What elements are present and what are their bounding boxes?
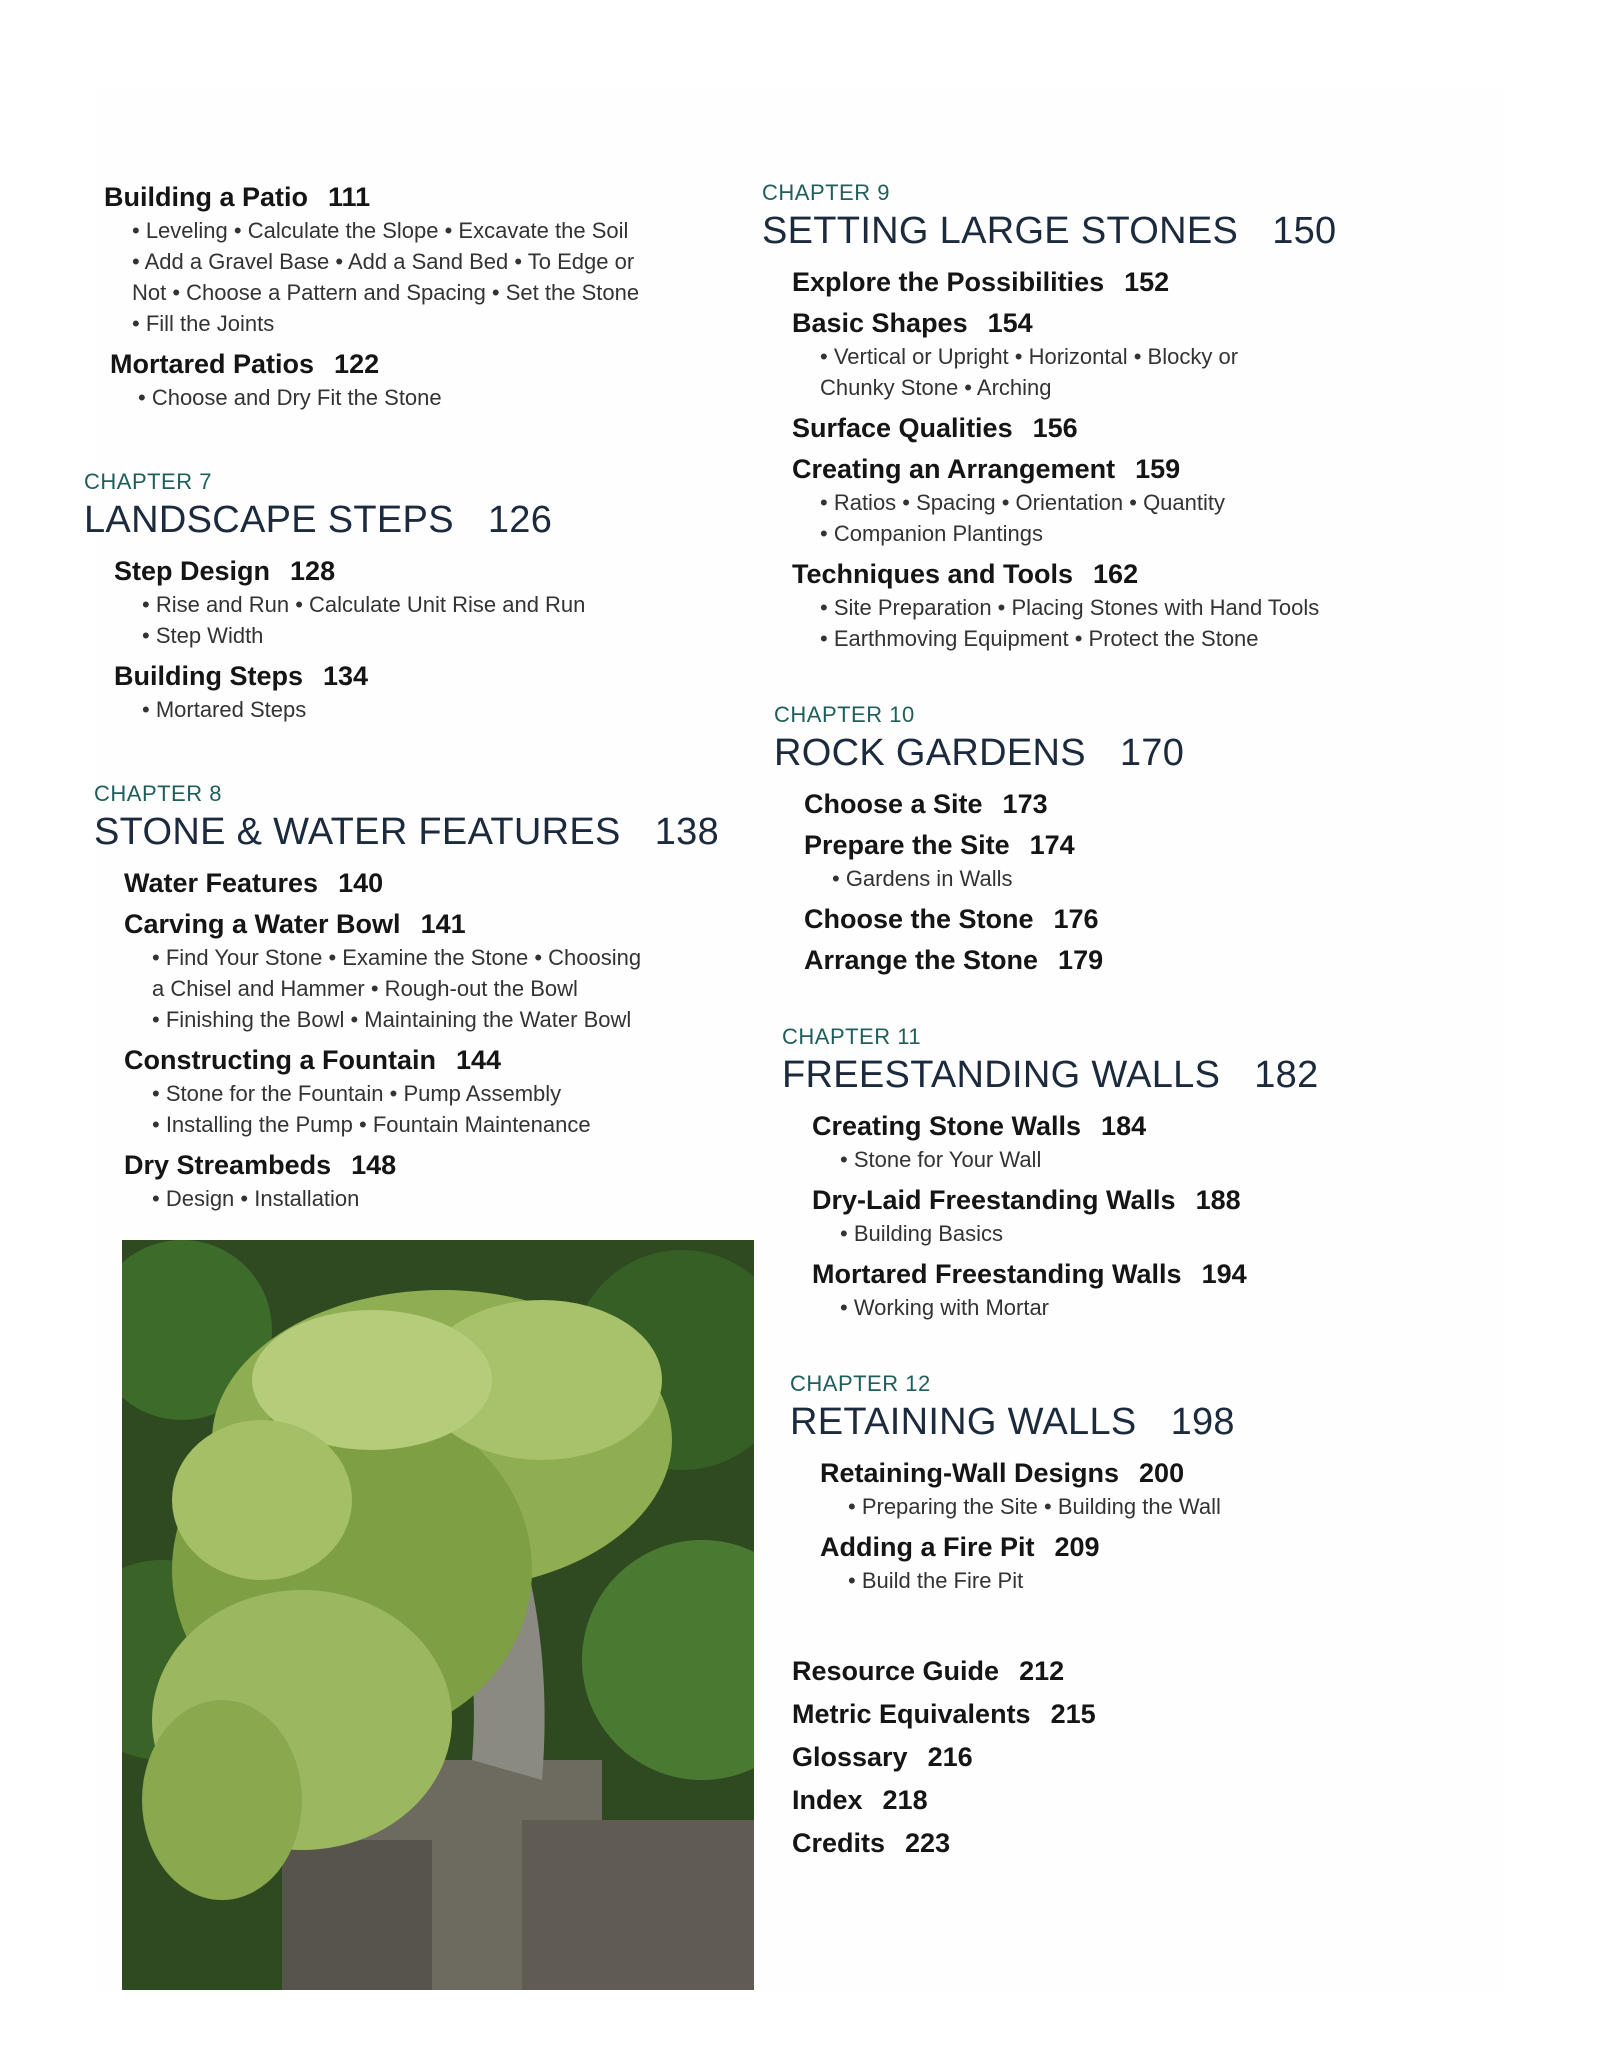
subtopic-line: • Choose and Dry Fit the Stone xyxy=(138,385,442,410)
entry-title: Dry-Laid Freestanding Walls xyxy=(812,1185,1176,1215)
subtopic-line: • Stone for Your Wall xyxy=(840,1147,1042,1172)
chapter-title-text: RETAINING WALLS xyxy=(790,1401,1137,1443)
subtopic-line: • Preparing the Site • Building the Wall xyxy=(848,1494,1221,1519)
entry-title: Carving a Water Bowl xyxy=(124,909,401,939)
entry-page: 209 xyxy=(1054,1532,1100,1562)
entry-page: 134 xyxy=(323,661,369,691)
toc-entry[interactable] xyxy=(114,661,744,725)
chapter-title-text: LANDSCAPE STEPS xyxy=(84,499,454,541)
entry-title: Choose a Site xyxy=(804,789,983,819)
chapter-title[interactable] xyxy=(94,811,744,854)
entry-title: Glossary xyxy=(792,1742,908,1772)
chapter-label: CHAPTER 7 xyxy=(84,469,212,494)
subtopic-line: • Companion Plantings xyxy=(820,521,1043,546)
toc-entry[interactable] xyxy=(812,1111,1502,1175)
entry-title: Creating an Arrangement xyxy=(792,454,1116,484)
subtopic-line: • Fill the Joints xyxy=(132,311,275,336)
subtopic-line: Not • Choose a Pattern and Spacing • Set the Stone xyxy=(132,280,640,305)
subtopic-line: • Add a Gravel Base • Add a Sand Bed • To Edge or xyxy=(132,249,635,274)
entry-title: Creating Stone Walls xyxy=(812,1111,1082,1141)
entry-page: 212 xyxy=(1019,1656,1065,1686)
entry-title: Dry Streambeds xyxy=(124,1150,332,1180)
entry-page: 156 xyxy=(1032,413,1078,443)
entry-subtopics xyxy=(820,592,1502,654)
toc-entry[interactable] xyxy=(804,830,1502,894)
chapter-page: 182 xyxy=(1254,1054,1319,1096)
back-matter-item[interactable] xyxy=(792,1785,1502,1816)
entry-subtopics xyxy=(152,1183,744,1214)
entry-title: Retaining-Wall Designs xyxy=(820,1458,1120,1488)
chapter-9 xyxy=(762,180,1502,654)
entry-page: 159 xyxy=(1135,454,1181,484)
toc-entry[interactable] xyxy=(792,267,1502,298)
chapter-8 xyxy=(94,781,744,1214)
entry-page: 162 xyxy=(1093,559,1139,589)
entry-page: 111 xyxy=(328,182,371,212)
entry-title: Explore the Possibilities xyxy=(792,267,1105,297)
entry-title: Constructing a Fountain xyxy=(124,1045,436,1075)
right-column xyxy=(762,180,1502,1871)
chapter-7 xyxy=(84,469,744,725)
entry-page: 122 xyxy=(334,349,380,379)
entry-page: 152 xyxy=(1124,267,1170,297)
chapter-page: 170 xyxy=(1119,732,1185,774)
toc-entry[interactable] xyxy=(792,454,1502,549)
toc-entry[interactable] xyxy=(124,1150,744,1214)
entry-subtopics xyxy=(840,1218,1502,1249)
entry-subtopics xyxy=(848,1565,1502,1596)
toc-entry[interactable] xyxy=(104,182,744,339)
toc-entry[interactable] xyxy=(124,1045,744,1140)
chapter-title[interactable] xyxy=(790,1401,1502,1444)
chapter-title-text: FREESTANDING WALLS xyxy=(782,1054,1221,1096)
subtopic-line: Chunky Stone • Arching xyxy=(820,375,1052,400)
entry-subtopics xyxy=(848,1491,1502,1522)
chapter-page: 126 xyxy=(487,499,553,541)
entry-title: Prepare the Site xyxy=(804,830,1010,860)
entry-subtopics xyxy=(132,215,744,339)
entry-title: Index xyxy=(792,1785,863,1815)
subtopic-line: • Building Basics xyxy=(840,1221,1004,1246)
entry-title: Mortared Patios xyxy=(110,349,315,379)
entry-subtopics xyxy=(840,1144,1502,1175)
toc-entry[interactable] xyxy=(812,1259,1502,1323)
entry-title: Credits xyxy=(792,1828,886,1858)
chapter-title-text: SETTING LARGE STONES xyxy=(762,210,1239,252)
back-matter-item[interactable] xyxy=(792,1742,1502,1773)
subtopic-line: • Rise and Run • Calculate Unit Rise and Run xyxy=(142,592,586,617)
chapter-title[interactable] xyxy=(774,732,1502,775)
toc-entry[interactable] xyxy=(812,1185,1502,1249)
toc-entry[interactable] xyxy=(792,559,1502,654)
subtopic-line: • Ratios • Spacing • Orientation • Quantity xyxy=(820,490,1226,515)
entry-page: 148 xyxy=(351,1150,397,1180)
entry-title: Adding a Fire Pit xyxy=(820,1532,1035,1562)
entry-subtopics xyxy=(820,487,1502,549)
entry-title: Metric Equivalents xyxy=(792,1699,1031,1729)
entry-subtopics xyxy=(840,1292,1502,1323)
entry-title: Building a Patio xyxy=(104,182,309,212)
subtopic-line: • Find Your Stone • Examine the Stone • Choosing xyxy=(152,945,642,970)
chapter-title[interactable] xyxy=(762,210,1502,253)
subtopic-line: • Build the Fire Pit xyxy=(848,1568,1024,1593)
entry-page: 179 xyxy=(1058,945,1104,975)
chapter-title-text: STONE & WATER FEATURES xyxy=(94,811,621,853)
entry-subtopics xyxy=(832,863,1502,894)
entry-title: Techniques and Tools xyxy=(792,559,1074,589)
entry-title: Surface Qualities xyxy=(792,413,1013,443)
entry-subtopics xyxy=(152,942,744,1035)
entry-subtopics xyxy=(142,694,744,725)
garden-photo xyxy=(122,1240,754,1990)
entry-page: 176 xyxy=(1053,904,1099,934)
entry-page: 218 xyxy=(882,1785,928,1815)
entry-title: Step Design xyxy=(114,556,271,586)
ivy-stone-illustration xyxy=(122,1240,754,1990)
subtopic-line: • Step Width xyxy=(142,623,264,648)
chapter-label: CHAPTER 8 xyxy=(94,781,222,806)
entry-title: Water Features xyxy=(124,868,319,898)
toc-entry[interactable] xyxy=(124,868,744,899)
toc-entry[interactable] xyxy=(110,349,744,413)
entry-page: 144 xyxy=(455,1045,502,1075)
subtopic-line: • Design • Installation xyxy=(152,1186,360,1211)
subtopic-line: • Site Preparation • Placing Stones with Hand Tools xyxy=(820,595,1320,620)
chapter-label: CHAPTER 9 xyxy=(762,180,890,205)
subtopic-line: • Finishing the Bowl • Maintaining the Water Bowl xyxy=(152,1007,632,1032)
entry-title: Arrange the Stone xyxy=(804,945,1039,975)
subtopic-line: • Working with Mortar xyxy=(840,1295,1050,1320)
back-matter-item[interactable] xyxy=(792,1828,1502,1859)
toc-entry[interactable] xyxy=(124,909,744,1035)
left-top-entries xyxy=(104,182,744,413)
entry-page: 173 xyxy=(1002,789,1048,819)
entry-page: 216 xyxy=(927,1742,973,1772)
back-matter-item[interactable] xyxy=(792,1656,1502,1687)
entry-page: 184 xyxy=(1101,1111,1147,1141)
subtopic-line: • Installing the Pump • Fountain Maintenance xyxy=(152,1112,591,1137)
chapter-title-text: ROCK GARDENS xyxy=(774,732,1086,774)
toc-entry[interactable] xyxy=(792,308,1502,403)
subtopic-line: • Stone for the Fountain • Pump Assembly xyxy=(152,1081,562,1106)
toc-entry[interactable] xyxy=(792,413,1502,444)
left-column xyxy=(84,182,744,1270)
chapter-page: 198 xyxy=(1170,1401,1235,1443)
entry-subtopics xyxy=(138,382,744,413)
subtopic-line: • Mortared Steps xyxy=(142,697,307,722)
chapter-10 xyxy=(774,702,1502,976)
entry-title: Mortared Freestanding Walls xyxy=(812,1259,1182,1289)
subtopic-line: • Leveling • Calculate the Slope • Excavate the Soil xyxy=(132,218,629,243)
toc-entry[interactable] xyxy=(114,556,744,651)
entry-page: 215 xyxy=(1050,1699,1096,1729)
entry-page: 200 xyxy=(1139,1458,1185,1488)
entry-subtopics xyxy=(820,341,1502,403)
toc-entry[interactable] xyxy=(804,789,1502,820)
entry-page: 128 xyxy=(290,556,336,586)
chapter-12 xyxy=(790,1371,1502,1596)
entry-page: 188 xyxy=(1195,1185,1241,1215)
subtopic-line: • Vertical or Upright • Horizontal • Blocky or xyxy=(820,344,1239,369)
toc-entry[interactable] xyxy=(804,904,1502,935)
toc-entry[interactable] xyxy=(804,945,1502,976)
subtopic-line: a Chisel and Hammer • Rough-out the Bowl xyxy=(152,976,578,1001)
entry-page: 154 xyxy=(987,308,1033,338)
chapter-title[interactable] xyxy=(84,499,744,542)
chapter-page: 138 xyxy=(654,811,720,853)
entry-title: Building Steps xyxy=(114,661,303,691)
entry-page: 174 xyxy=(1029,830,1075,860)
back-matter xyxy=(792,1656,1502,1859)
entry-subtopics xyxy=(152,1078,744,1140)
entry-page: 194 xyxy=(1201,1259,1247,1289)
chapter-page: 150 xyxy=(1272,210,1337,252)
entry-title: Choose the Stone xyxy=(804,904,1034,934)
chapter-label: CHAPTER 10 xyxy=(774,702,915,727)
chapter-11 xyxy=(782,1024,1502,1323)
chapter-label: CHAPTER 12 xyxy=(790,1371,931,1396)
back-matter-item[interactable] xyxy=(792,1699,1502,1730)
toc-entry[interactable] xyxy=(820,1532,1502,1596)
entry-page: 141 xyxy=(420,909,466,939)
entry-title: Basic Shapes xyxy=(792,308,968,338)
entry-page: 140 xyxy=(338,868,384,898)
toc-entry[interactable] xyxy=(820,1458,1502,1522)
chapter-label: CHAPTER 11 xyxy=(782,1024,922,1049)
subtopic-line: • Earthmoving Equipment • Protect the Stone xyxy=(820,626,1259,651)
entry-subtopics xyxy=(142,589,744,651)
chapter-title[interactable] xyxy=(782,1054,1502,1097)
entry-page: 223 xyxy=(905,1828,951,1858)
subtopic-line: • Gardens in Walls xyxy=(832,866,1013,891)
entry-title: Resource Guide xyxy=(792,1656,1000,1686)
